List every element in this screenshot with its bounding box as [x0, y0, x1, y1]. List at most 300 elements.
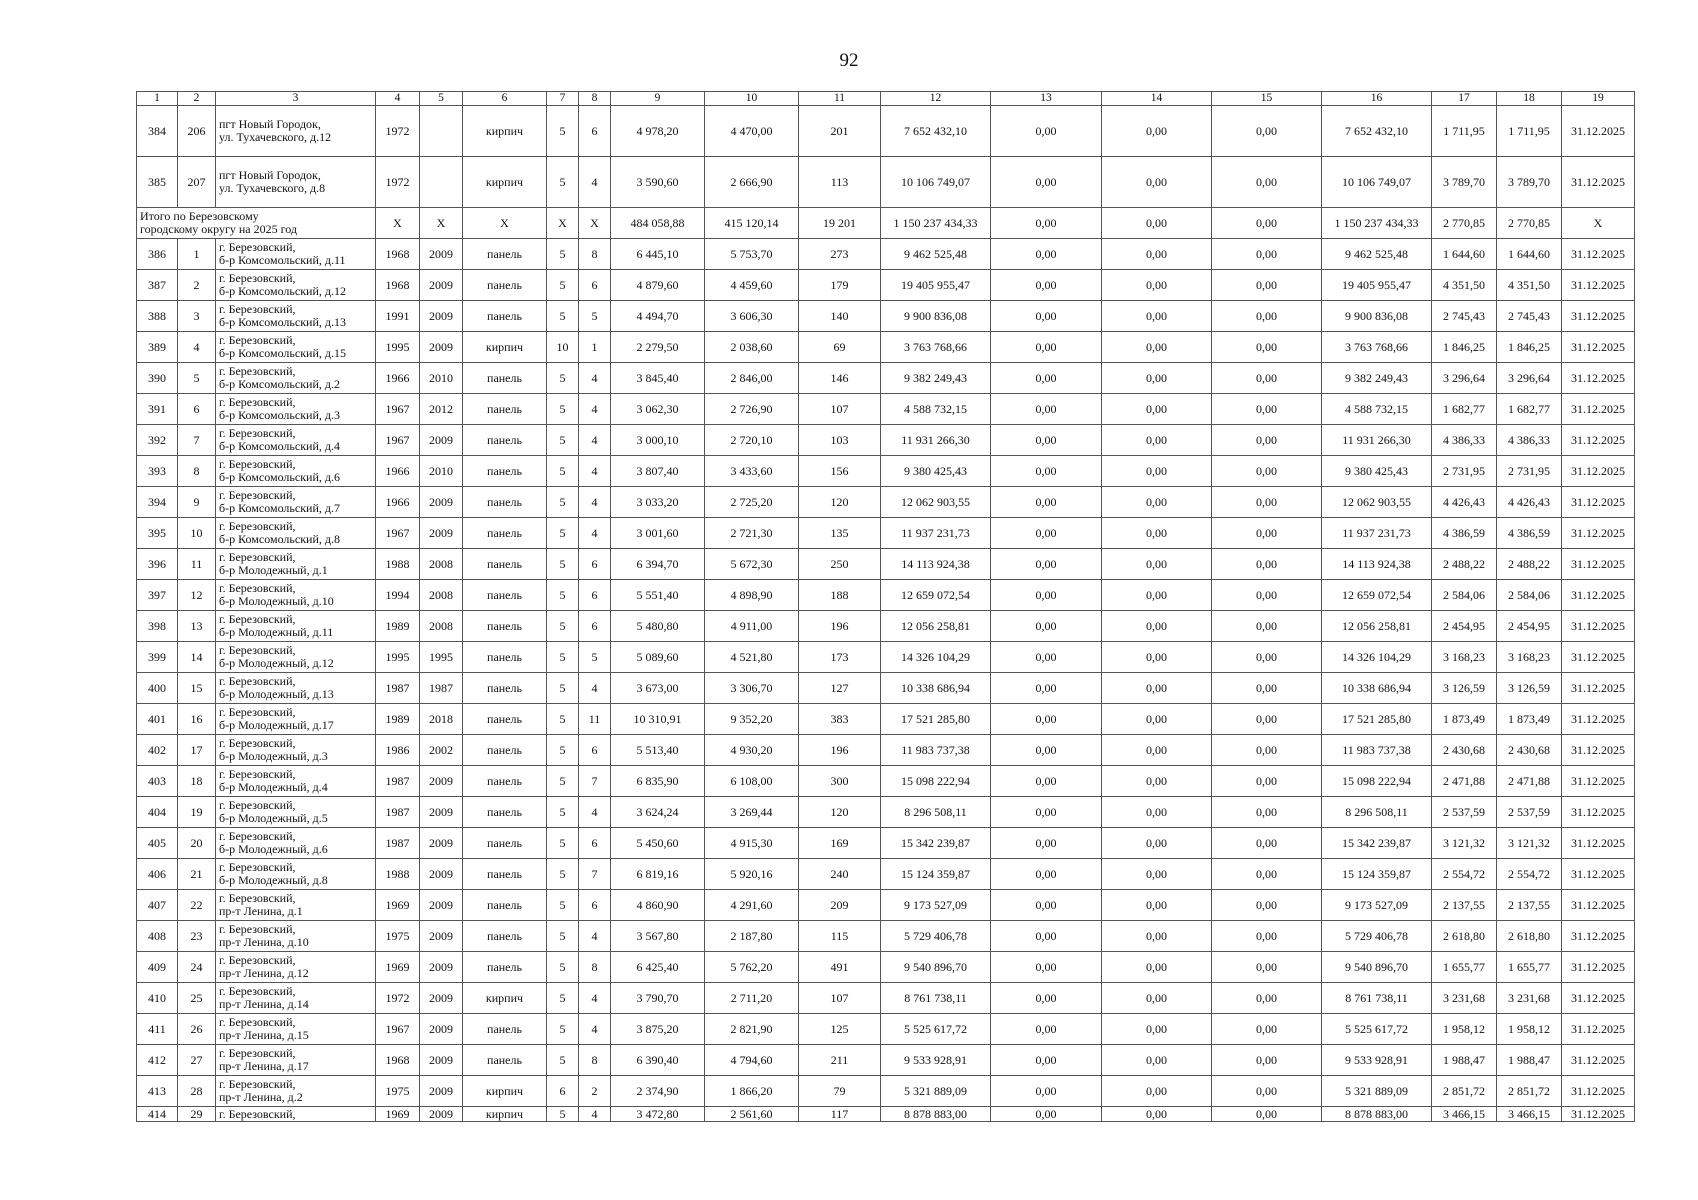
cell-c15: 0,00 — [1212, 239, 1322, 270]
cell-c15: 0,00 — [1212, 673, 1322, 704]
cell-c17: 3 126,59 — [1432, 673, 1497, 704]
cell-c12: 15 124 359,87 — [881, 859, 991, 890]
total-cell-c13: 0,00 — [991, 208, 1102, 239]
address-cell — [216, 983, 376, 1014]
cell-c18: 4 386,33 — [1497, 425, 1562, 456]
cell-c5: 2012 — [420, 394, 463, 425]
cell-c16: 15 342 239,87 — [1322, 828, 1432, 859]
cell-c9: 3 000,10 — [611, 425, 705, 456]
total-label-line: городскому округу на 2025 год — [140, 222, 298, 236]
cell-c5: 2009 — [420, 890, 463, 921]
address-line-2: б-р Комсомольский, д.11 — [219, 253, 346, 267]
cell-c10: 2 711,20 — [705, 983, 799, 1014]
cell-c16: 5 729 406,78 — [1322, 921, 1432, 952]
cell-c13: 0,00 — [991, 859, 1102, 890]
cell-c6: панель — [463, 735, 547, 766]
cell-c11: 196 — [799, 611, 881, 642]
cell-c17: 2 745,43 — [1432, 301, 1497, 332]
cell-c12: 14 326 104,29 — [881, 642, 991, 673]
row-number-cell: 396 — [137, 549, 178, 580]
cell-c6: панель — [463, 1045, 547, 1076]
cell-c19: 31.12.2025 — [1562, 239, 1635, 270]
cell-c13: 0,00 — [991, 983, 1102, 1014]
address-line-1: г. Березовский, — [219, 519, 296, 533]
column-number-6: 6 — [463, 92, 547, 106]
cell-c4: 1967 — [376, 394, 420, 425]
column-number-1: 1 — [137, 92, 178, 106]
cell-c9: 5 450,60 — [611, 828, 705, 859]
cell-c11: 127 — [799, 673, 881, 704]
cell-c12: 11 983 737,38 — [881, 735, 991, 766]
cell-c17: 2 471,88 — [1432, 766, 1497, 797]
cell-c8: 4 — [579, 1107, 611, 1122]
cell-c16: 8 296 508,11 — [1322, 797, 1432, 828]
address-line-2: б-р Молодежный, д.3 — [219, 749, 328, 763]
cell-c14: 0,00 — [1102, 549, 1212, 580]
cell-c17: 1 644,60 — [1432, 239, 1497, 270]
cell-c7: 5 — [547, 704, 579, 735]
cell-c14: 0,00 — [1102, 704, 1212, 735]
cell-c9: 3 033,20 — [611, 487, 705, 518]
total-cell-c15: 0,00 — [1212, 208, 1322, 239]
row-number-cell: 409 — [137, 952, 178, 983]
cell-c12: 12 659 072,54 — [881, 580, 991, 611]
cell-c11: 135 — [799, 518, 881, 549]
address-cell — [216, 1014, 376, 1045]
cell-c12: 17 521 285,80 — [881, 704, 991, 735]
cell-c6: панель — [463, 642, 547, 673]
total-cell-c18: 2 770,85 — [1497, 208, 1562, 239]
address-line-1: г. Березовский, — [219, 643, 296, 657]
cell-c15: 0,00 — [1212, 952, 1322, 983]
address-cell — [216, 301, 376, 332]
address-line-1: г. Березовский, — [219, 1046, 296, 1060]
cell-c7: 5 — [547, 301, 579, 332]
cell-c10: 4 898,90 — [705, 580, 799, 611]
item-number-cell: 17 — [178, 735, 216, 766]
total-row — [137, 208, 1635, 239]
cell-c15: 0,00 — [1212, 1045, 1322, 1076]
cell-c14: 0,00 — [1102, 518, 1212, 549]
cell-c11: 188 — [799, 580, 881, 611]
cell-c11: 179 — [799, 270, 881, 301]
table-row — [137, 1045, 1635, 1076]
cell-c14: 0,00 — [1102, 239, 1212, 270]
cell-c12: 9 540 896,70 — [881, 952, 991, 983]
address-cell — [216, 704, 376, 735]
item-number-cell: 24 — [178, 952, 216, 983]
address-cell — [216, 797, 376, 828]
cell-c15: 0,00 — [1212, 157, 1322, 208]
cell-c18: 3 789,70 — [1497, 157, 1562, 208]
cell-c11: 103 — [799, 425, 881, 456]
cell-c16: 5 525 617,72 — [1322, 1014, 1432, 1045]
cell-c18: 3 126,59 — [1497, 673, 1562, 704]
cell-c16: 9 382 249,43 — [1322, 363, 1432, 394]
cell-c18: 2 554,72 — [1497, 859, 1562, 890]
table-row — [137, 425, 1635, 456]
address-line-1: пгт Новый Городок, — [219, 168, 321, 182]
cell-c8: 6 — [579, 580, 611, 611]
cell-c13: 0,00 — [991, 239, 1102, 270]
cell-c13: 0,00 — [991, 673, 1102, 704]
address-line-2: б-р Комсомольский, д.4 — [219, 439, 340, 453]
table-row — [137, 611, 1635, 642]
column-number-5: 5 — [420, 92, 463, 106]
cell-c19: 31.12.2025 — [1562, 549, 1635, 580]
cell-c4: 1989 — [376, 611, 420, 642]
address-line-1: г. Березовский, — [219, 674, 296, 688]
cell-c12: 19 405 955,47 — [881, 270, 991, 301]
cell-c9: 6 394,70 — [611, 549, 705, 580]
cell-c13: 0,00 — [991, 549, 1102, 580]
total-label-line: Итого по Березовскому — [140, 209, 259, 223]
row-number-cell: 395 — [137, 518, 178, 549]
housing-register-table — [136, 91, 1635, 1122]
cell-c8: 6 — [579, 890, 611, 921]
cell-c14: 0,00 — [1102, 1076, 1212, 1107]
cell-c5: 2009 — [420, 828, 463, 859]
cell-c8: 4 — [579, 673, 611, 704]
column-number-12: 12 — [881, 92, 991, 106]
cell-c18: 4 426,43 — [1497, 487, 1562, 518]
address-cell — [216, 642, 376, 673]
cell-c6: панель — [463, 394, 547, 425]
address-cell — [216, 890, 376, 921]
cell-c19: 31.12.2025 — [1562, 301, 1635, 332]
cell-c6: панель — [463, 1014, 547, 1045]
cell-c11: 169 — [799, 828, 881, 859]
table-row — [137, 921, 1635, 952]
cell-c4: 1968 — [376, 1045, 420, 1076]
cell-c19: 31.12.2025 — [1562, 332, 1635, 363]
cell-c9: 6 445,10 — [611, 239, 705, 270]
cell-c12: 10 106 749,07 — [881, 157, 991, 208]
cell-c12: 5 729 406,78 — [881, 921, 991, 952]
cell-c12: 7 652 432,10 — [881, 106, 991, 157]
cell-c7: 10 — [547, 332, 579, 363]
cell-c15: 0,00 — [1212, 859, 1322, 890]
cell-c5: 2009 — [420, 983, 463, 1014]
cell-c6: кирпич — [463, 332, 547, 363]
cell-c5 — [420, 157, 463, 208]
item-number-cell: 23 — [178, 921, 216, 952]
cell-c13: 0,00 — [991, 270, 1102, 301]
table-row — [137, 704, 1635, 735]
cell-c16: 8 761 738,11 — [1322, 983, 1432, 1014]
cell-c9: 4 860,90 — [611, 890, 705, 921]
address-line-2: пр-т Ленина, д.1 — [219, 904, 303, 918]
cell-c17: 2 731,95 — [1432, 456, 1497, 487]
cell-c12: 8 296 508,11 — [881, 797, 991, 828]
column-number-row — [137, 92, 1635, 106]
cell-c11: 120 — [799, 487, 881, 518]
cell-c18: 1 644,60 — [1497, 239, 1562, 270]
table-row — [137, 363, 1635, 394]
item-number-cell: 25 — [178, 983, 216, 1014]
cell-c9: 2 279,50 — [611, 332, 705, 363]
item-number-cell: 10 — [178, 518, 216, 549]
row-number-cell: 408 — [137, 921, 178, 952]
address-cell — [216, 332, 376, 363]
cell-c9: 3 624,24 — [611, 797, 705, 828]
address-line-2: пр-т Ленина, д.15 — [219, 1028, 309, 1042]
column-number-16: 16 — [1322, 92, 1432, 106]
cell-c19: 31.12.2025 — [1562, 157, 1635, 208]
row-number-cell: 407 — [137, 890, 178, 921]
cell-c5: 2002 — [420, 735, 463, 766]
cell-c18: 2 430,68 — [1497, 735, 1562, 766]
row-number-cell: 405 — [137, 828, 178, 859]
address-line-2: б-р Комсомольский, д.13 — [219, 315, 346, 329]
cell-c16: 11 937 231,73 — [1322, 518, 1432, 549]
cell-c4: 1967 — [376, 1014, 420, 1045]
cell-c8: 4 — [579, 921, 611, 952]
cell-c10: 5 672,30 — [705, 549, 799, 580]
cell-c10: 3 306,70 — [705, 673, 799, 704]
row-number-cell: 384 — [137, 106, 178, 157]
cell-c17: 1 655,77 — [1432, 952, 1497, 983]
cell-c7: 6 — [547, 1076, 579, 1107]
address-line-2: б-р Молодежный, д.5 — [219, 811, 328, 825]
cell-c5: 2009 — [420, 766, 463, 797]
cell-c7: 5 — [547, 239, 579, 270]
address-line-1: г. Березовский, — [219, 426, 296, 440]
total-cell-c8: X — [579, 208, 611, 239]
address-line-1: г. Березовский, — [219, 984, 296, 998]
cell-c4: 1969 — [376, 890, 420, 921]
cell-c10: 3 606,30 — [705, 301, 799, 332]
cell-c10: 4 470,00 — [705, 106, 799, 157]
total-cell-c10: 415 120,14 — [705, 208, 799, 239]
address-line-2: б-р Молодежный, д.17 — [219, 718, 334, 732]
cell-c8: 1 — [579, 332, 611, 363]
table-row — [137, 106, 1635, 157]
total-cell-c9: 484 058,88 — [611, 208, 705, 239]
cell-c18: 2 454,95 — [1497, 611, 1562, 642]
cell-c7: 5 — [547, 921, 579, 952]
cell-c7: 5 — [547, 983, 579, 1014]
cell-c15: 0,00 — [1212, 363, 1322, 394]
cell-c10: 4 915,30 — [705, 828, 799, 859]
cell-c7: 5 — [547, 1014, 579, 1045]
address-cell — [216, 766, 376, 797]
cell-c17: 3 168,23 — [1432, 642, 1497, 673]
cell-c12: 8 878 883,00 — [881, 1107, 991, 1122]
item-number-cell: 19 — [178, 797, 216, 828]
column-number-13: 13 — [991, 92, 1102, 106]
address-line-1: г. Березовский, — [219, 364, 296, 378]
cell-c7: 5 — [547, 1107, 579, 1122]
cell-c13: 0,00 — [991, 487, 1102, 518]
table-row — [137, 1076, 1635, 1107]
cell-c18: 1 988,47 — [1497, 1045, 1562, 1076]
cell-c15: 0,00 — [1212, 394, 1322, 425]
cell-c17: 1 682,77 — [1432, 394, 1497, 425]
address-cell — [216, 456, 376, 487]
address-cell — [216, 487, 376, 518]
cell-c12: 9 380 425,43 — [881, 456, 991, 487]
cell-c16: 10 106 749,07 — [1322, 157, 1432, 208]
cell-c11: 196 — [799, 735, 881, 766]
address-line-1: г. Березовский, — [219, 581, 296, 595]
column-number-11: 11 — [799, 92, 881, 106]
address-cell — [216, 239, 376, 270]
cell-c7: 5 — [547, 106, 579, 157]
address-line-1: г. Березовский, — [219, 302, 296, 316]
cell-c18: 2 488,22 — [1497, 549, 1562, 580]
cell-c5: 2009 — [420, 797, 463, 828]
cell-c9: 3 590,60 — [611, 157, 705, 208]
cell-c10: 4 911,00 — [705, 611, 799, 642]
cell-c10: 4 794,60 — [705, 1045, 799, 1076]
row-number-cell: 400 — [137, 673, 178, 704]
cell-c8: 7 — [579, 766, 611, 797]
table-row — [137, 952, 1635, 983]
cell-c5: 2009 — [420, 952, 463, 983]
cell-c4: 1975 — [376, 921, 420, 952]
cell-c4: 1966 — [376, 487, 420, 518]
cell-c17: 3 231,68 — [1432, 983, 1497, 1014]
address-line-1: г. Березовский, — [219, 550, 296, 564]
cell-c19: 31.12.2025 — [1562, 921, 1635, 952]
cell-c19: 31.12.2025 — [1562, 766, 1635, 797]
cell-c5: 2009 — [420, 1045, 463, 1076]
cell-c14: 0,00 — [1102, 611, 1212, 642]
cell-c16: 14 113 924,38 — [1322, 549, 1432, 580]
cell-c7: 5 — [547, 580, 579, 611]
cell-c19: 31.12.2025 — [1562, 642, 1635, 673]
row-number-cell: 391 — [137, 394, 178, 425]
cell-c12: 15 098 222,94 — [881, 766, 991, 797]
cell-c4: 1969 — [376, 1107, 420, 1122]
cell-c19: 31.12.2025 — [1562, 828, 1635, 859]
cell-c8: 6 — [579, 106, 611, 157]
cell-c11: 107 — [799, 983, 881, 1014]
item-number-cell: 29 — [178, 1107, 216, 1122]
cell-c6: панель — [463, 890, 547, 921]
row-number-cell: 402 — [137, 735, 178, 766]
row-number-cell: 397 — [137, 580, 178, 611]
cell-c18: 2 731,95 — [1497, 456, 1562, 487]
cell-c6: кирпич — [463, 1107, 547, 1122]
cell-c14: 0,00 — [1102, 580, 1212, 611]
cell-c5: 2008 — [420, 580, 463, 611]
item-number-cell: 13 — [178, 611, 216, 642]
table-row — [137, 797, 1635, 828]
item-number-cell: 4 — [178, 332, 216, 363]
address-line-2: б-р Комсомольский, д.15 — [219, 346, 346, 360]
total-cell-c19: X — [1562, 208, 1635, 239]
cell-c8: 4 — [579, 425, 611, 456]
cell-c7: 5 — [547, 425, 579, 456]
cell-c15: 0,00 — [1212, 580, 1322, 611]
row-number-cell: 412 — [137, 1045, 178, 1076]
total-cell-c4: X — [376, 208, 420, 239]
cell-c11: 107 — [799, 394, 881, 425]
cell-c10: 6 108,00 — [705, 766, 799, 797]
row-number-cell: 385 — [137, 157, 178, 208]
cell-c5: 2009 — [420, 332, 463, 363]
cell-c8: 8 — [579, 952, 611, 983]
cell-c11: 69 — [799, 332, 881, 363]
cell-c9: 6 390,40 — [611, 1045, 705, 1076]
row-number-cell: 399 — [137, 642, 178, 673]
cell-c17: 2 430,68 — [1432, 735, 1497, 766]
address-line-2: ул. Тухачевского, д.8 — [219, 181, 326, 195]
cell-c5: 2009 — [420, 1076, 463, 1107]
row-number-cell: 411 — [137, 1014, 178, 1045]
cell-c10: 2 561,60 — [705, 1107, 799, 1122]
cell-c12: 3 763 768,66 — [881, 332, 991, 363]
cell-c6: панель — [463, 487, 547, 518]
table-row — [137, 828, 1635, 859]
column-number-2: 2 — [178, 92, 216, 106]
table-row — [137, 673, 1635, 704]
cell-c6: панель — [463, 580, 547, 611]
cell-c4: 1975 — [376, 1076, 420, 1107]
table-row — [137, 890, 1635, 921]
cell-c18: 2 618,80 — [1497, 921, 1562, 952]
cell-c16: 12 659 072,54 — [1322, 580, 1432, 611]
address-cell — [216, 549, 376, 580]
cell-c6: панель — [463, 270, 547, 301]
address-line-1: г. Березовский, — [219, 860, 296, 874]
column-number-10: 10 — [705, 92, 799, 106]
cell-c14: 0,00 — [1102, 157, 1212, 208]
cell-c4: 1966 — [376, 456, 420, 487]
cell-c11: 113 — [799, 157, 881, 208]
cell-c14: 0,00 — [1102, 766, 1212, 797]
cell-c12: 12 056 258,81 — [881, 611, 991, 642]
cell-c5: 2018 — [420, 704, 463, 735]
cell-c11: 201 — [799, 106, 881, 157]
cell-c12: 10 338 686,94 — [881, 673, 991, 704]
cell-c19: 31.12.2025 — [1562, 611, 1635, 642]
item-number-cell: 9 — [178, 487, 216, 518]
cell-c15: 0,00 — [1212, 766, 1322, 797]
cell-c12: 9 462 525,48 — [881, 239, 991, 270]
item-number-cell: 6 — [178, 394, 216, 425]
cell-c19: 31.12.2025 — [1562, 518, 1635, 549]
cell-c16: 4 588 732,15 — [1322, 394, 1432, 425]
cell-c19: 31.12.2025 — [1562, 797, 1635, 828]
cell-c15: 0,00 — [1212, 332, 1322, 363]
cell-c9: 6 425,40 — [611, 952, 705, 983]
cell-c13: 0,00 — [991, 518, 1102, 549]
address-line-2: б-р Комсомольский, д.2 — [219, 377, 340, 391]
cell-c11: 300 — [799, 766, 881, 797]
cell-c17: 3 296,64 — [1432, 363, 1497, 394]
cell-c14: 0,00 — [1102, 456, 1212, 487]
item-number-cell: 21 — [178, 859, 216, 890]
cell-c10: 1 866,20 — [705, 1076, 799, 1107]
cell-c17: 1 711,95 — [1432, 106, 1497, 157]
column-number-3: 3 — [216, 92, 376, 106]
cell-c11: 156 — [799, 456, 881, 487]
cell-c14: 0,00 — [1102, 270, 1212, 301]
cell-c12: 15 342 239,87 — [881, 828, 991, 859]
cell-c16: 19 405 955,47 — [1322, 270, 1432, 301]
cell-c4: 1995 — [376, 332, 420, 363]
address-line-2: пр-т Ленина, д.2 — [219, 1090, 303, 1104]
address-line-1: г. Березовский, — [219, 1015, 296, 1029]
cell-c6: панель — [463, 704, 547, 735]
cell-c6: панель — [463, 549, 547, 580]
address-line-2: пр-т Ленина, д.12 — [219, 966, 309, 980]
cell-c5: 2008 — [420, 611, 463, 642]
address-line-2: б-р Комсомольский, д.7 — [219, 501, 340, 515]
